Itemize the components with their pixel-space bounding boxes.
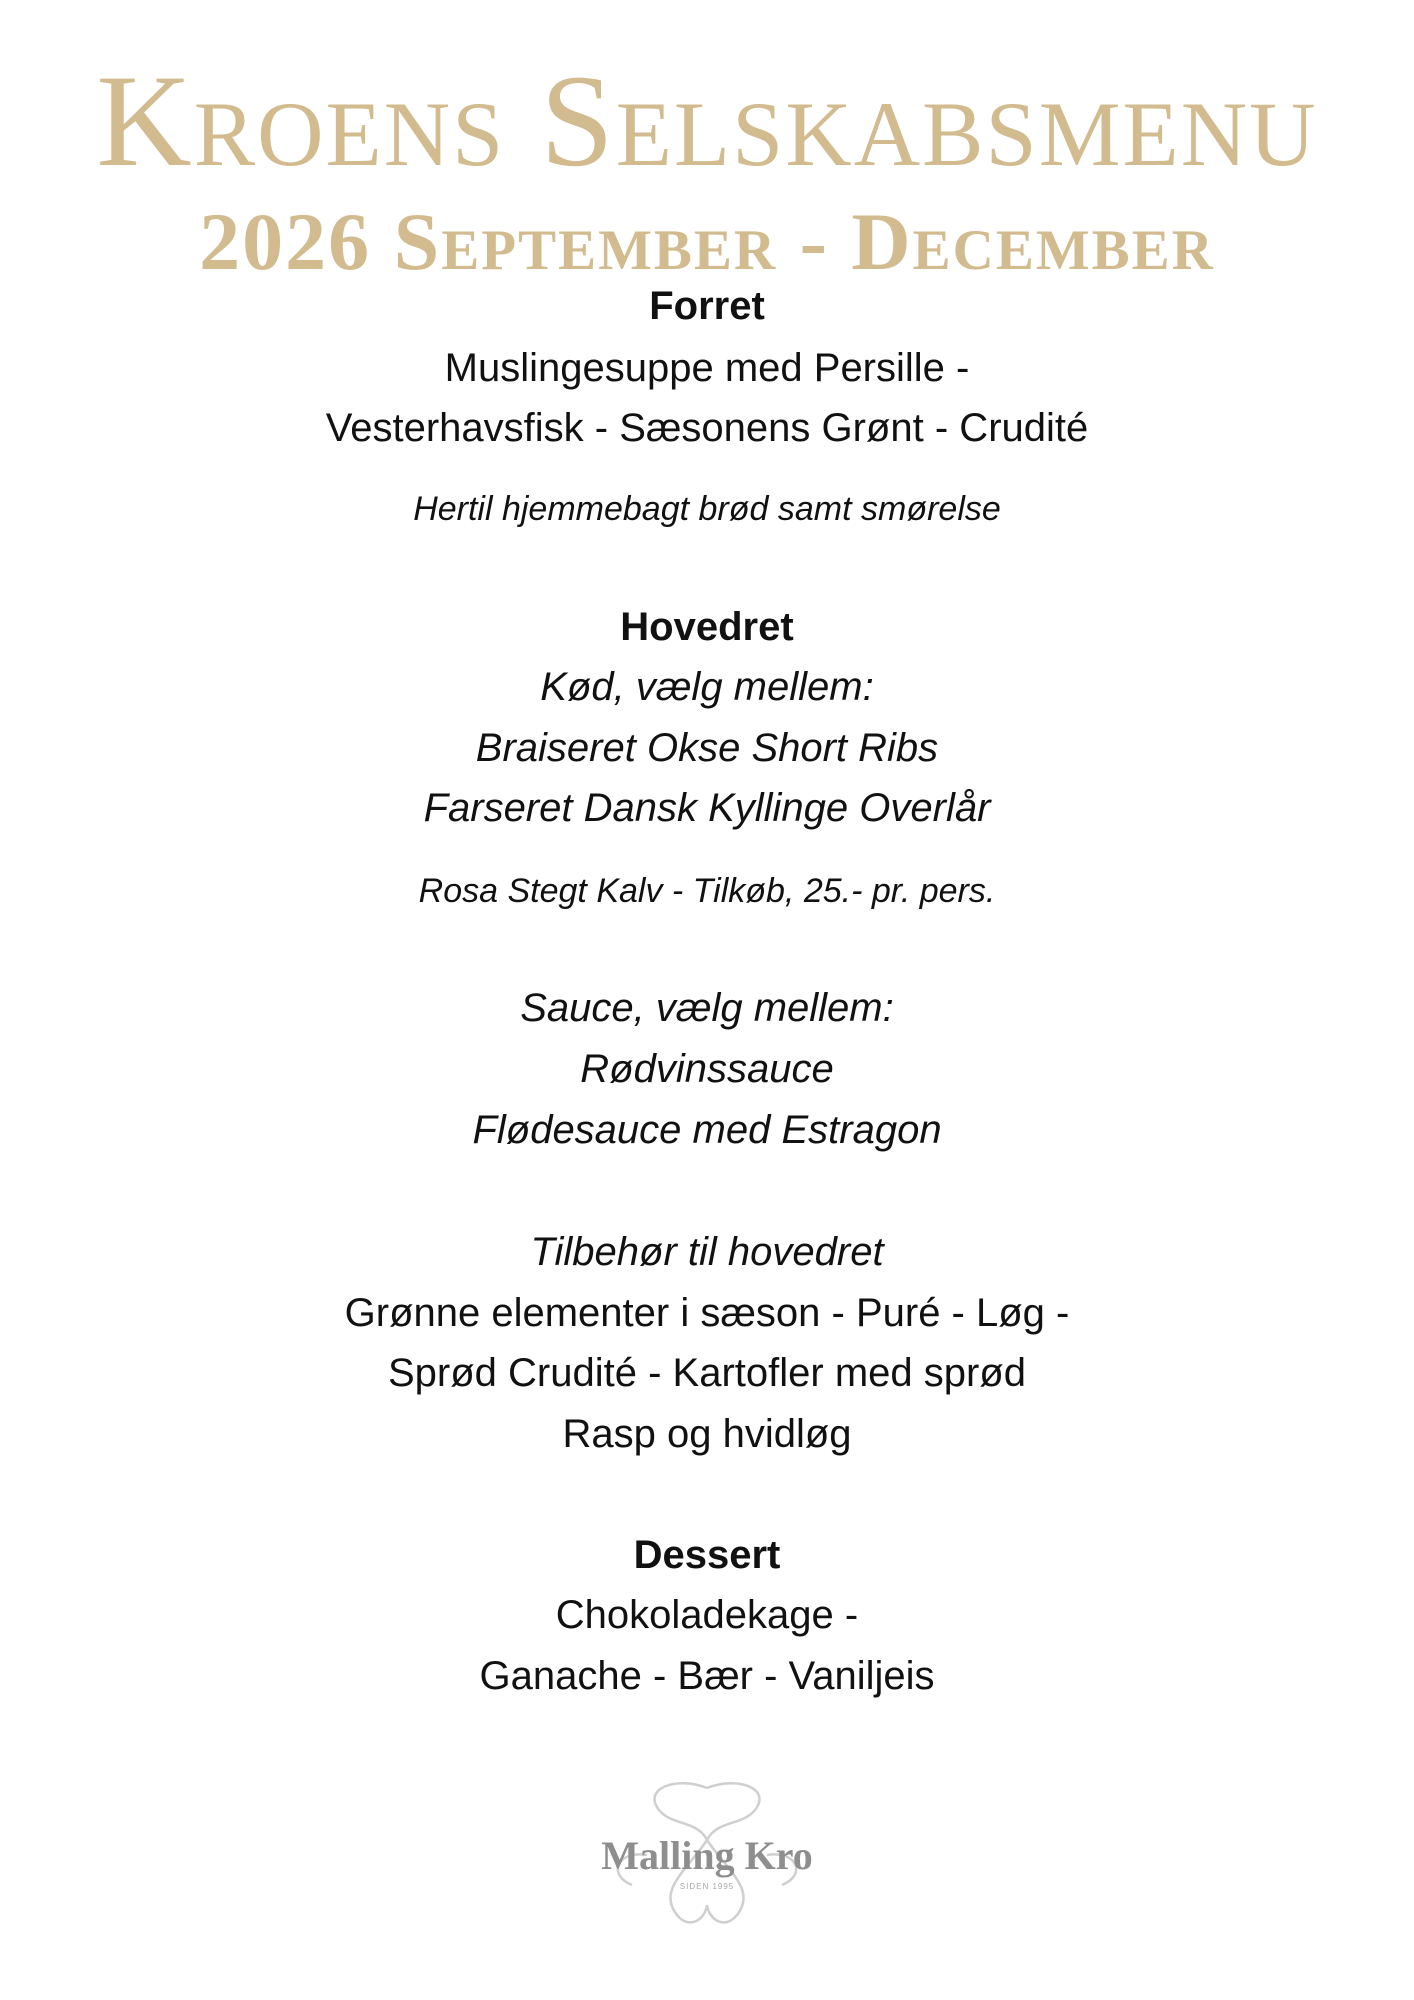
forret-line-2: Vesterhavsfisk - Sæsonens Grønt - Crudité [325, 406, 1089, 450]
sides-line-1: Grønne elementer i sæson - Puré - Løg - [344, 1291, 1070, 1335]
menu-title: Kroens Selskabsmenu [96, 47, 1318, 194]
sides-label: Tilbehør til hovedret [530, 1230, 884, 1274]
dessert-heading: Dessert [633, 1533, 781, 1577]
menu-period: 2026 September - December [199, 196, 1215, 287]
sauce-label: Sauce, vælg mellem: [520, 986, 894, 1030]
dessert-line-1: Chokoladekage - [555, 1593, 859, 1637]
sides-line-2: Sprød Crudité - Kartofler med sprød [388, 1351, 1026, 1395]
forret-line-1: Muslingesuppe med Persille - [444, 346, 970, 390]
hovedret-heading: Hovedret [620, 605, 794, 649]
meat-option-2: Farseret Dansk Kyllinge Overlår [423, 786, 991, 830]
logo-name: Malling Kro [601, 1833, 813, 1878]
meat-option-1: Braiseret Okse Short Ribs [475, 726, 939, 770]
sauce-option-2: Flødesauce med Estragon [472, 1108, 942, 1152]
malling-kro-logo [587, 1780, 827, 1935]
forret-note: Hertil hjemmebagt brød samt smørelse [413, 490, 1001, 528]
forret-heading: Forret [649, 284, 765, 328]
sides-line-3: Rasp og hvidløg [562, 1412, 852, 1456]
upgrade-note: Rosa Stegt Kalv - Tilkøb, 25.- pr. pers. [418, 872, 996, 910]
dessert-line-2: Ganache - Bær - Vaniljeis [479, 1654, 935, 1698]
meat-label: Kød, vælg mellem: [540, 665, 874, 709]
logo-since: SIDEN 1995 [679, 1882, 735, 1891]
sauce-option-1: Rødvinssauce [580, 1047, 834, 1091]
